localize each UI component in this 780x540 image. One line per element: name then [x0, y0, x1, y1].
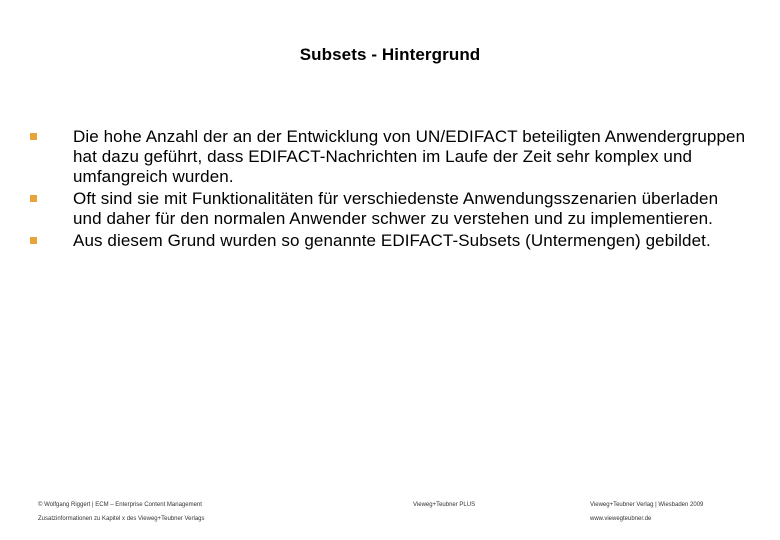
bullet-item	[30, 231, 750, 251]
bullet-item	[30, 189, 750, 229]
footer-url[interactable]: www.viewegteubner.de	[590, 516, 652, 522]
bullet-text: Oft sind sie mit Funktionalitäten für verschiedenste Anwendungsszenarien überladen und daher für den normalen Anwender schwer zu verstehen und zu implementieren.	[73, 189, 719, 228]
slide-title: Subsets - Hintergrund	[299, 45, 481, 64]
footer-info: Zusatzinformationen zu Kapitel x des Vieweg+Teubner Verlags	[38, 516, 205, 522]
square-bullet-icon	[30, 133, 37, 140]
bullet-text: Die hohe Anzahl der an der Entwicklung von UN/EDIFACT beteiligten Anwendergruppen hat dazu geführt, dass EDIFACT-Nachrichten im Laufe der Zeit sehr komplex und umfangreich wurden.	[73, 127, 746, 186]
footer-center: Vieweg+Teubner PLUS	[413, 502, 476, 508]
bullet-item	[30, 127, 750, 187]
footer-publisher: Vieweg+Teubner Verlag | Wiesbaden 2009	[590, 502, 704, 508]
bullet-list	[30, 127, 750, 253]
square-bullet-icon	[30, 237, 37, 244]
square-bullet-icon	[30, 195, 37, 202]
footer-copyright: © Wolfgang Riggert | ECM – Enterprise Content Management	[38, 502, 202, 508]
bullet-text: Aus diesem Grund wurden so genannte EDIFACT-Subsets (Untermengen) gebildet.	[73, 231, 711, 250]
